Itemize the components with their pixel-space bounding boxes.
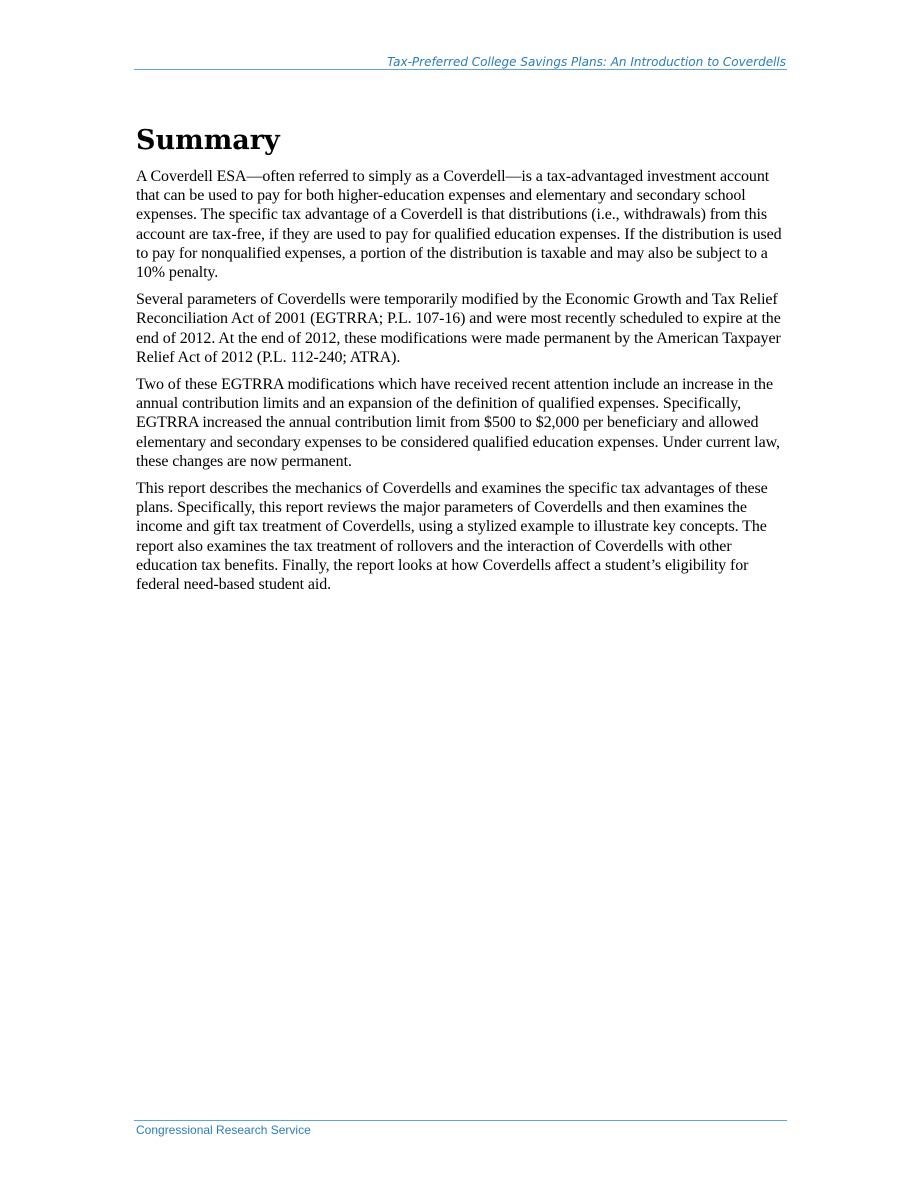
summary-paragraph-4: This report describes the mechanics of Coverdells and examines the specific tax advantages of these plans. Specifically, this report reviews the major parameters of Coverdells and then examines the income and gift tax treatment of Coverdells, using a stylized example to illustrate key concepts. The report also examines the tax treatment of rollovers and the interaction of Coverdells with other education tax benefits. Finally, the report looks at how Coverdells affect a student’s eligibility for federal need-based student aid. <box>136 480 768 594</box>
summary-paragraph-1: A Coverdell ESA—often referred to simply as a Coverdell—is a tax-advantaged investment account that can be used to pay for both higher-education expenses and elementary and secondary school expenses. The specific tax advantage of a Coverdell is that distributions (i.e., withdrawals) from this account are tax-free, if they are used to pay for qualified education expenses. If the distribution is used to pay for nonqualified expenses, a portion of the distribution is taxable and may also be subject to a 10% penalty. <box>136 168 782 282</box>
main-content <box>136 124 786 602</box>
summary-paragraph-3: Two of these EGTRRA modifications which have received recent attention include an increase in the annual contribution limits and an expansion of the definition of qualified expenses. Specifically, EGTRRA increased the annual contribution limit from $500 to $2,000 per beneficiary and allowed elementary and secondary expenses to be considered qualified education expenses. Under current law, these changes are now permanent. <box>136 376 780 470</box>
footer-divider <box>134 1120 787 1121</box>
header-divider <box>134 69 787 70</box>
summary-paragraph-2: Several parameters of Coverdells were temporarily modified by the Economic Growth and Tax Relief Reconciliation Act of 2001 (EGTRRA; P.L. 107-16) and were most recently scheduled to expire at the end of 2012. At the end of 2012, these modifications were made permanent by the American Taxpayer Relief Act of 2012 (P.L. 112-240; ATRA). <box>136 291 781 366</box>
footer-organization: Congressional Research Service <box>136 1123 311 1137</box>
page-title: Summary <box>136 125 280 156</box>
running-header: Tax-Preferred College Savings Plans: An Introduction to Coverdells <box>387 55 786 69</box>
